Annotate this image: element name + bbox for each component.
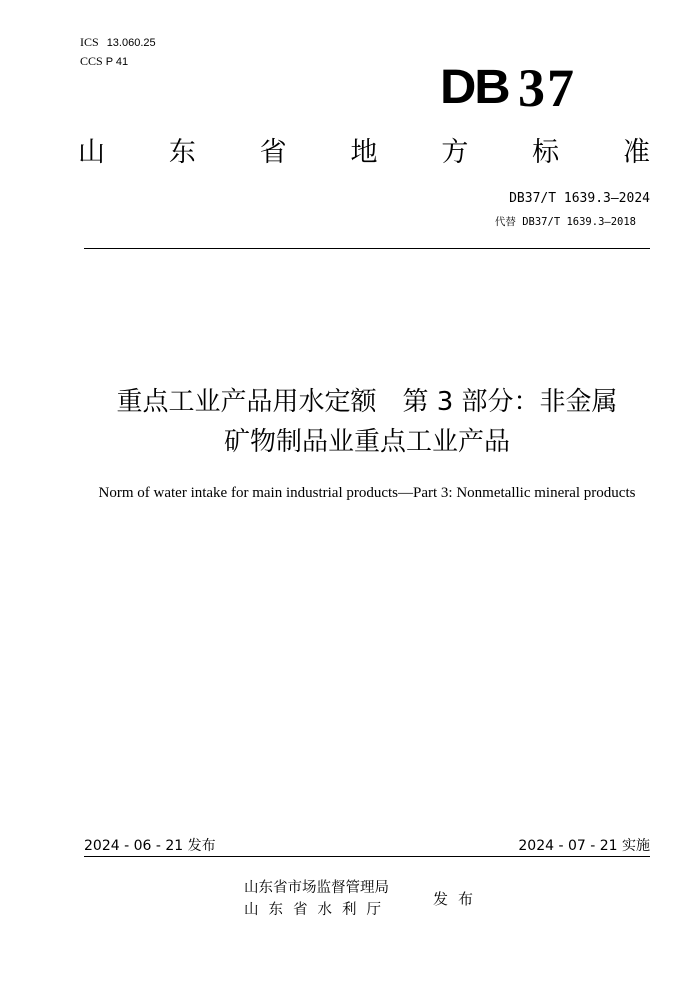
ccs-label: CCS [80, 54, 103, 68]
issuer-water-resources: 山东省水利厅 [244, 902, 391, 918]
ics-line [80, 33, 156, 52]
ics-label: ICS [80, 35, 99, 49]
heading-char: 准 [622, 137, 650, 168]
heading-char: 省 [259, 137, 287, 168]
chinese-title-line1: 重点工业产品用水定额 第 3 部分：非金属 [116, 387, 618, 417]
top-divider [84, 248, 650, 249]
ccs-code: P 41 [105, 56, 129, 68]
effective-date: 2024 - 07 - 21 实施 [518, 838, 650, 854]
db37-logo [440, 58, 600, 118]
ccs-line [80, 52, 156, 71]
chinese-title-line2: 矿物制品业重点工业产品 [223, 427, 510, 457]
logo-db: DB [440, 61, 509, 114]
logo-number: 37 [518, 58, 576, 118]
publish-date: 2024 - 06 - 21 发布 [84, 838, 216, 854]
heading-char: 地 [350, 137, 378, 168]
issuer-market-regulation: 山东省市场监督管理局 [244, 880, 389, 896]
issue-label: 发布 [433, 890, 484, 908]
english-title: Norm of water intake for main industrial products—Part 3: Nonmetallic mineral products [98, 485, 636, 501]
classification-codes [80, 33, 156, 71]
standard-type-heading [78, 135, 650, 171]
heading-char: 东 [168, 137, 196, 168]
heading-char: 方 [441, 137, 469, 168]
issuing-authorities [244, 877, 391, 921]
bottom-divider [84, 856, 650, 857]
ics-code: 13.060.25 [106, 37, 156, 49]
heading-char: 山 [78, 137, 105, 168]
heading-char: 标 [532, 137, 560, 168]
standard-number: DB37/T 1639.3—2024 [509, 191, 650, 206]
replaces-standard: 代替 DB37/T 1639.3—2018 [494, 216, 636, 228]
chinese-title [50, 382, 684, 462]
